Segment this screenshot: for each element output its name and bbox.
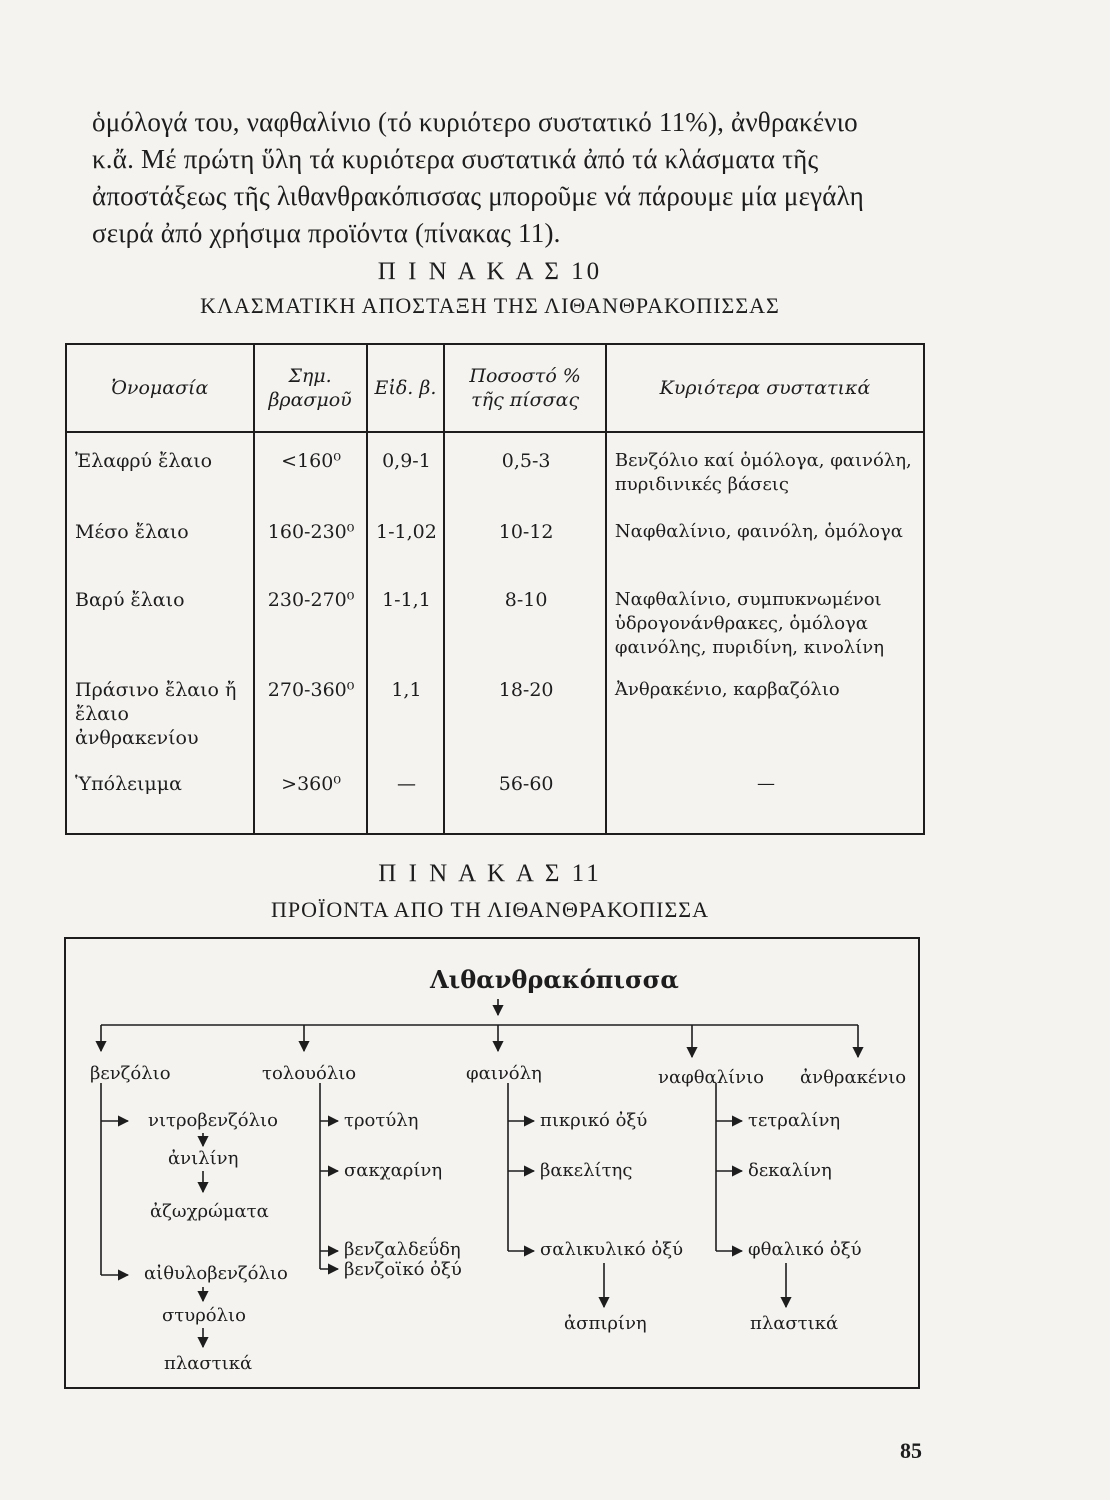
header-percentage <box>444 344 606 432</box>
node-aniline: ἀνιλίνη <box>168 1148 239 1169</box>
cell-components: — <box>756 773 775 794</box>
fractional-distillation-table <box>65 343 925 835</box>
cell-bp: 160-230⁰ <box>254 504 367 572</box>
intro-line: ἀποστάξεως τῆς λιθανθρακόπισσας μποροῦμε νά πάρουμε μία μεγάλη <box>92 181 864 211</box>
cell-name: Μέσο ἔλαιο <box>66 504 254 572</box>
header-pct-line2: τῆς πίσσας <box>471 389 580 411</box>
node-anthracene: ἀνθρακένιο <box>800 1067 907 1088</box>
node-plastics-2: πλαστικά <box>750 1313 839 1334</box>
node-nitrobenzene: νιτροβενζόλιο <box>148 1110 278 1131</box>
node-salicylic-acid: σαλικυλικό ὀξύ <box>540 1239 684 1260</box>
header-boiling-point <box>254 344 367 432</box>
table10-title: Π Ι Ν Α Κ Α Σ 10 <box>377 258 603 285</box>
coal-tar-root: Λιθανθρακόπισσα <box>430 965 679 994</box>
node-aspirin: ἀσπιρίνη <box>564 1313 647 1334</box>
cell-components: Ναφθαλίνιο, συμπυκνωμένοι ὑδρογονάνθρακες, ὁμόλογα φαινόλης, πυριδίνη, κινολίνη <box>614 589 884 658</box>
header-components: Κυριότερα συστατικά <box>606 344 924 432</box>
cell-components: Ἀνθρακένιο, καρβαζόλιο <box>614 679 840 700</box>
cell-density: 1,1 <box>367 662 445 750</box>
cell-name: Ὑπόλειμμα <box>66 750 254 834</box>
node-saccharin: σακχαρίνη <box>344 1160 443 1181</box>
node-tetralin: τετραλίνη <box>748 1110 841 1131</box>
cell-density: 1-1,02 <box>367 504 445 572</box>
node-benzene: βενζόλιο <box>90 1063 171 1084</box>
intro-line: σειρά ἀπό χρήσιμα προϊόντα (πίνακας 11). <box>92 218 561 248</box>
cell-density: 0,9-1 <box>367 432 445 504</box>
node-phenol: φαινόλη <box>466 1063 542 1084</box>
table-row <box>66 504 924 572</box>
cell-pct: 18-20 <box>444 662 606 750</box>
cell-pct: 56-60 <box>444 750 606 834</box>
node-benzaldehyde: βενζαλδεΰδη <box>344 1239 461 1260</box>
node-styrene: στυρόλιο <box>162 1305 246 1326</box>
cell-density: — <box>367 750 445 834</box>
header-name: Ὀνομασία <box>66 344 254 432</box>
table10-subtitle: ΚΛΑΣΜΑΤΙΚΗ ΑΠΟΣΤΑΞΗ ΤΗΣ ΛΙΘΑΝΘΡΑΚΟΠΙΣΣΑΣ <box>200 293 780 318</box>
node-decalin: δεκαλίνη <box>748 1160 832 1181</box>
cell-name: Πράσινο ἔλαιο ἤ ἔλαιο ἀνθρακενίου <box>66 662 254 750</box>
cell-name: Ἐλαφρύ ἔλαιο <box>66 432 254 504</box>
node-toluene: τολουόλιο <box>262 1063 357 1084</box>
table-row <box>66 432 924 504</box>
intro-line: ὁμόλογά του, ναφθαλίνιο (τό κυριότερο συστατικό 11%), ἀνθρακένιο <box>92 107 858 137</box>
header-bp-line2: βρασμοῦ <box>268 389 352 411</box>
cell-pct: 0,5-3 <box>444 432 606 504</box>
intro-paragraph <box>92 104 962 252</box>
header-pct-line1: Ποσοστό % <box>469 365 581 387</box>
cell-pct: 10-12 <box>444 504 606 572</box>
node-ethylbenzene: αἰθυλοβενζόλιο <box>144 1263 288 1284</box>
node-bakelite: βακελίτης <box>540 1160 633 1181</box>
table11-title: Π Ι Ν Α Κ Α Σ 11 <box>378 860 602 887</box>
node-tnt: τροτύλη <box>344 1110 419 1131</box>
intro-line: κ.ἄ. Μέ πρώτη ὕλη τά κυριότερα συστατικά ἀπό τά κλάσματα τῆς <box>92 144 819 174</box>
table11-subtitle: ΠΡΟΪΟΝΤΑ ΑΠΟ ΤΗ ΛΙΘΑΝΘΡΑΚΟΠΙΣΣΑ <box>271 897 709 922</box>
node-benzoic-acid: βενζοϊκό ὀξύ <box>344 1259 462 1280</box>
cell-bp: 230-270⁰ <box>254 572 367 662</box>
node-picric-acid: πικρικό ὀξύ <box>540 1110 648 1131</box>
cell-pct: 8-10 <box>444 572 606 662</box>
page-number: 85 <box>900 1438 922 1463</box>
header-bp-line1: Σημ. <box>288 365 332 387</box>
table-row <box>66 750 924 834</box>
table-header-row <box>66 344 924 432</box>
cell-bp: <160⁰ <box>254 432 367 504</box>
node-phthalic-acid: φθαλικό ὀξύ <box>748 1239 862 1260</box>
cell-components: Ναφθαλίνιο, φαινόλη, ὁμόλογα <box>614 521 903 542</box>
coal-tar-products-diagram <box>64 937 920 1389</box>
cell-density: 1-1,1 <box>367 572 445 662</box>
cell-bp: >360⁰ <box>254 750 367 834</box>
table-row <box>66 662 924 750</box>
node-azo-dyes: ἀζωχρώματα <box>150 1201 269 1222</box>
node-naphthalene: ναφθαλίνιο <box>658 1067 764 1088</box>
cell-name: Βαρύ ἔλαιο <box>66 572 254 662</box>
node-plastics-1: πλαστικά <box>164 1353 253 1374</box>
table-row <box>66 572 924 662</box>
cell-components: Βενζόλιο καί ὁμόλογα, φαινόλη, πυριδινικές βάσεις <box>614 450 912 495</box>
header-density: Εἰδ. β. <box>367 344 445 432</box>
cell-bp: 270-360⁰ <box>254 662 367 750</box>
